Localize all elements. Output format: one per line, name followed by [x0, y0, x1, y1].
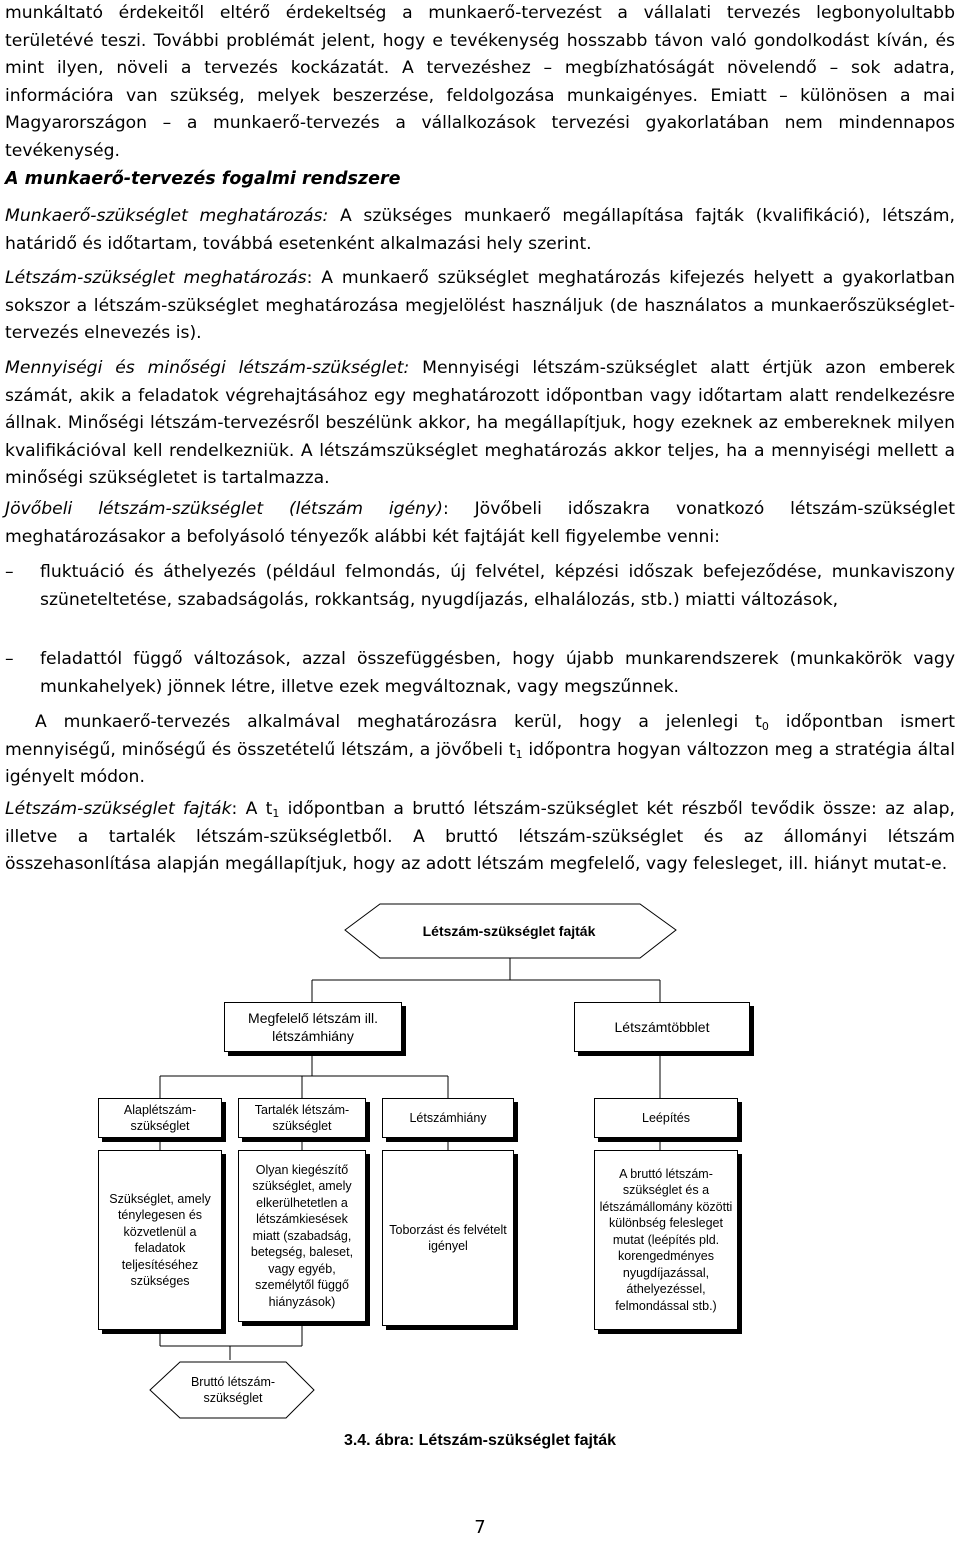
bullet-dash: –	[5, 649, 14, 669]
node-letszamhiany	[382, 1098, 514, 1138]
node-text: Megfelelő létszám ill. létszámhiány	[248, 1010, 378, 1044]
node-text: Létszám-szükséglet fajták	[422, 922, 596, 939]
diagram-root-label	[380, 906, 638, 956]
node-brutto	[178, 1364, 288, 1416]
node-text: Tartalék létszám-szükséglet	[254, 1102, 350, 1133]
node-desc-letszamhiany	[382, 1150, 514, 1326]
node-text: A bruttó létszám-szükséglet és a létszámállomány közötti különbség felesleget mutat (leépítés pld. korengedményes nyugdíjazással, áthelyezéssel, felmondással stb.)	[599, 1166, 733, 1313]
term-label: Létszám-szükséglet meghatározás	[5, 268, 307, 288]
text-run: időpontban ismert mennyiségű, minőségű és összetételű létszám, a jövőbeli t	[5, 712, 955, 760]
node-text: Szükséglet, amely ténylegesen és közvetlenül a feladatok teljesítéséhez szükséges	[109, 1191, 211, 1288]
node-leepites	[594, 1098, 738, 1138]
node-desc-leepites	[594, 1150, 738, 1330]
text-run: A munkaerő-tervezés alkalmával meghatározásra kerül, hogy a jelenlegi t	[35, 712, 762, 732]
text-run: időpontban a bruttó létszám-szükséglet két részből tevődik össze: az alap, illetve a tartalék létszám-szükségletből. A bruttó létszám-szükséglet és az állományi létszám összehasonlítása alapján megállapítjuk, hogy az adott létszám megfelelő, vagy felesleget, ill. hiányt mutat-e.	[5, 799, 955, 875]
bullet-dash: –	[5, 562, 14, 582]
node-letszamtobblet	[574, 1002, 750, 1052]
subscript: 0	[761, 720, 769, 733]
node-text: Alaplétszám-szükséglet	[123, 1102, 197, 1133]
node-megfelelo-letszam	[224, 1002, 402, 1052]
node-tartalek	[238, 1098, 366, 1138]
node-text: Bruttó létszám-szükséglet	[190, 1374, 276, 1405]
node-text: Toborzást és felvételt igényel	[389, 1222, 507, 1253]
node-desc-tartalek	[238, 1150, 366, 1322]
intro-paragraph: munkáltató érdekeitől eltérő érdekeltség a munkaerő-tervezést a vállalati tervezés legbonyolultabb területévé teszi. További problémát jelent, hogy e tevékenység hosszabb távon való gondolkodást kíván, és mint ilyen, növeli a tervezés kockázatát. A tervezéshez – megbízhatóságát növelendő – sok adatra, információra van szükség, melyek beszerzése, feldolgozása munkaigényes. Emiatt – különösen a mai Magyarországon – a munkaerő-tervezés a vállalkozások tervezési gyakorlatában nem mindennapos tevékenység.	[5, 3, 955, 161]
term-label: Mennyiségi és minőségi létszám-szükséglet:	[5, 358, 410, 378]
bullet-item-1: fluktuáció és áthelyezés (például felmondás, új felvétel, képzési időszak befejeződése, munkaviszony szüneteltetése, szabadságolás, rokkantság, nyugdíjazás, elhalálozás, stb.) miatti változások,	[40, 562, 955, 610]
node-text: Leépítés	[642, 1110, 690, 1125]
section-heading: A munkaerő-tervezés fogalmi rendszere	[5, 169, 401, 189]
text-run: időpontra hogyan változzon meg a stratégia által igényelt módon.	[5, 739, 955, 788]
definition-text: : A munkaerő szükséglet meghatározás kifejezés helyett a gyakorlatban sokszor a létszám-szükséglet meghatározása megjelölést használjuk (de használatos a munkaerőszükséglet-tervezés elnevezés is).	[5, 268, 956, 344]
definition-text: Mennyiségi létszám-szükséglet alatt értjük azon emberek számát, akik a feladatok végrehajtásához egy meghatározott időpontban vagy időtartam alatt rendelkezésre állnak. Minőségi létszám-tervezésről beszélünk akkor, ha megállapítjuk, hogy ezeknek az embereknek milyen kvalifikációval kell rendelkezniük. A létszámszükséglet meghatározás akkor teljes, ha a mennyiségi mellett a minőségi szükségletet is tartalmazza.	[5, 358, 955, 489]
subscript: 1	[515, 747, 523, 761]
text-run: : A t	[231, 799, 273, 819]
node-text: Létszámtöbblet	[614, 1018, 710, 1035]
subscript: 1	[272, 807, 280, 820]
bullet-item-2: feladattól függő változások, azzal összefüggésben, hogy újabb munkarendszerek (munkakörök vagy munkahelyek) jönnek létre, illetve ezek megváltoznak, vagy megszűnnek.	[40, 649, 955, 697]
node-desc-alap	[98, 1150, 222, 1330]
term-label: Létszám-szükséglet fajták	[5, 799, 232, 819]
definition-text: : Jövőbeli időszakra vonatkozó létszám-szükséglet meghatározásakor a befolyásoló tényezők alábbi két fajtáját kell figyelembe venni:	[5, 499, 955, 547]
figure-caption: 3.4. ábra: Létszám-szükséglet fajták	[343, 1432, 617, 1449]
page-number: 7	[474, 1517, 486, 1538]
node-text: Olyan kiegészítő szükséglet, amely elkerülhetetlen a létszámkiesések miatt (szabadság, betegség, baleset, vagy egyéb, személytől függő hiányzások)	[250, 1162, 354, 1309]
term-label: Jövőbeli létszám-szükséglet (létszám igény)	[5, 499, 443, 519]
term-label: Munkaerő-szükséglet meghatározás:	[5, 206, 329, 226]
node-alapletszam	[98, 1098, 222, 1138]
node-text: Létszámhiány	[409, 1110, 487, 1125]
definition-text: A szükséges munkaerő megállapítása fajták (kvalifikáció), létszám, határidő és időtartam, továbbá esetenként alkalmazási hely szerint.	[5, 206, 955, 254]
